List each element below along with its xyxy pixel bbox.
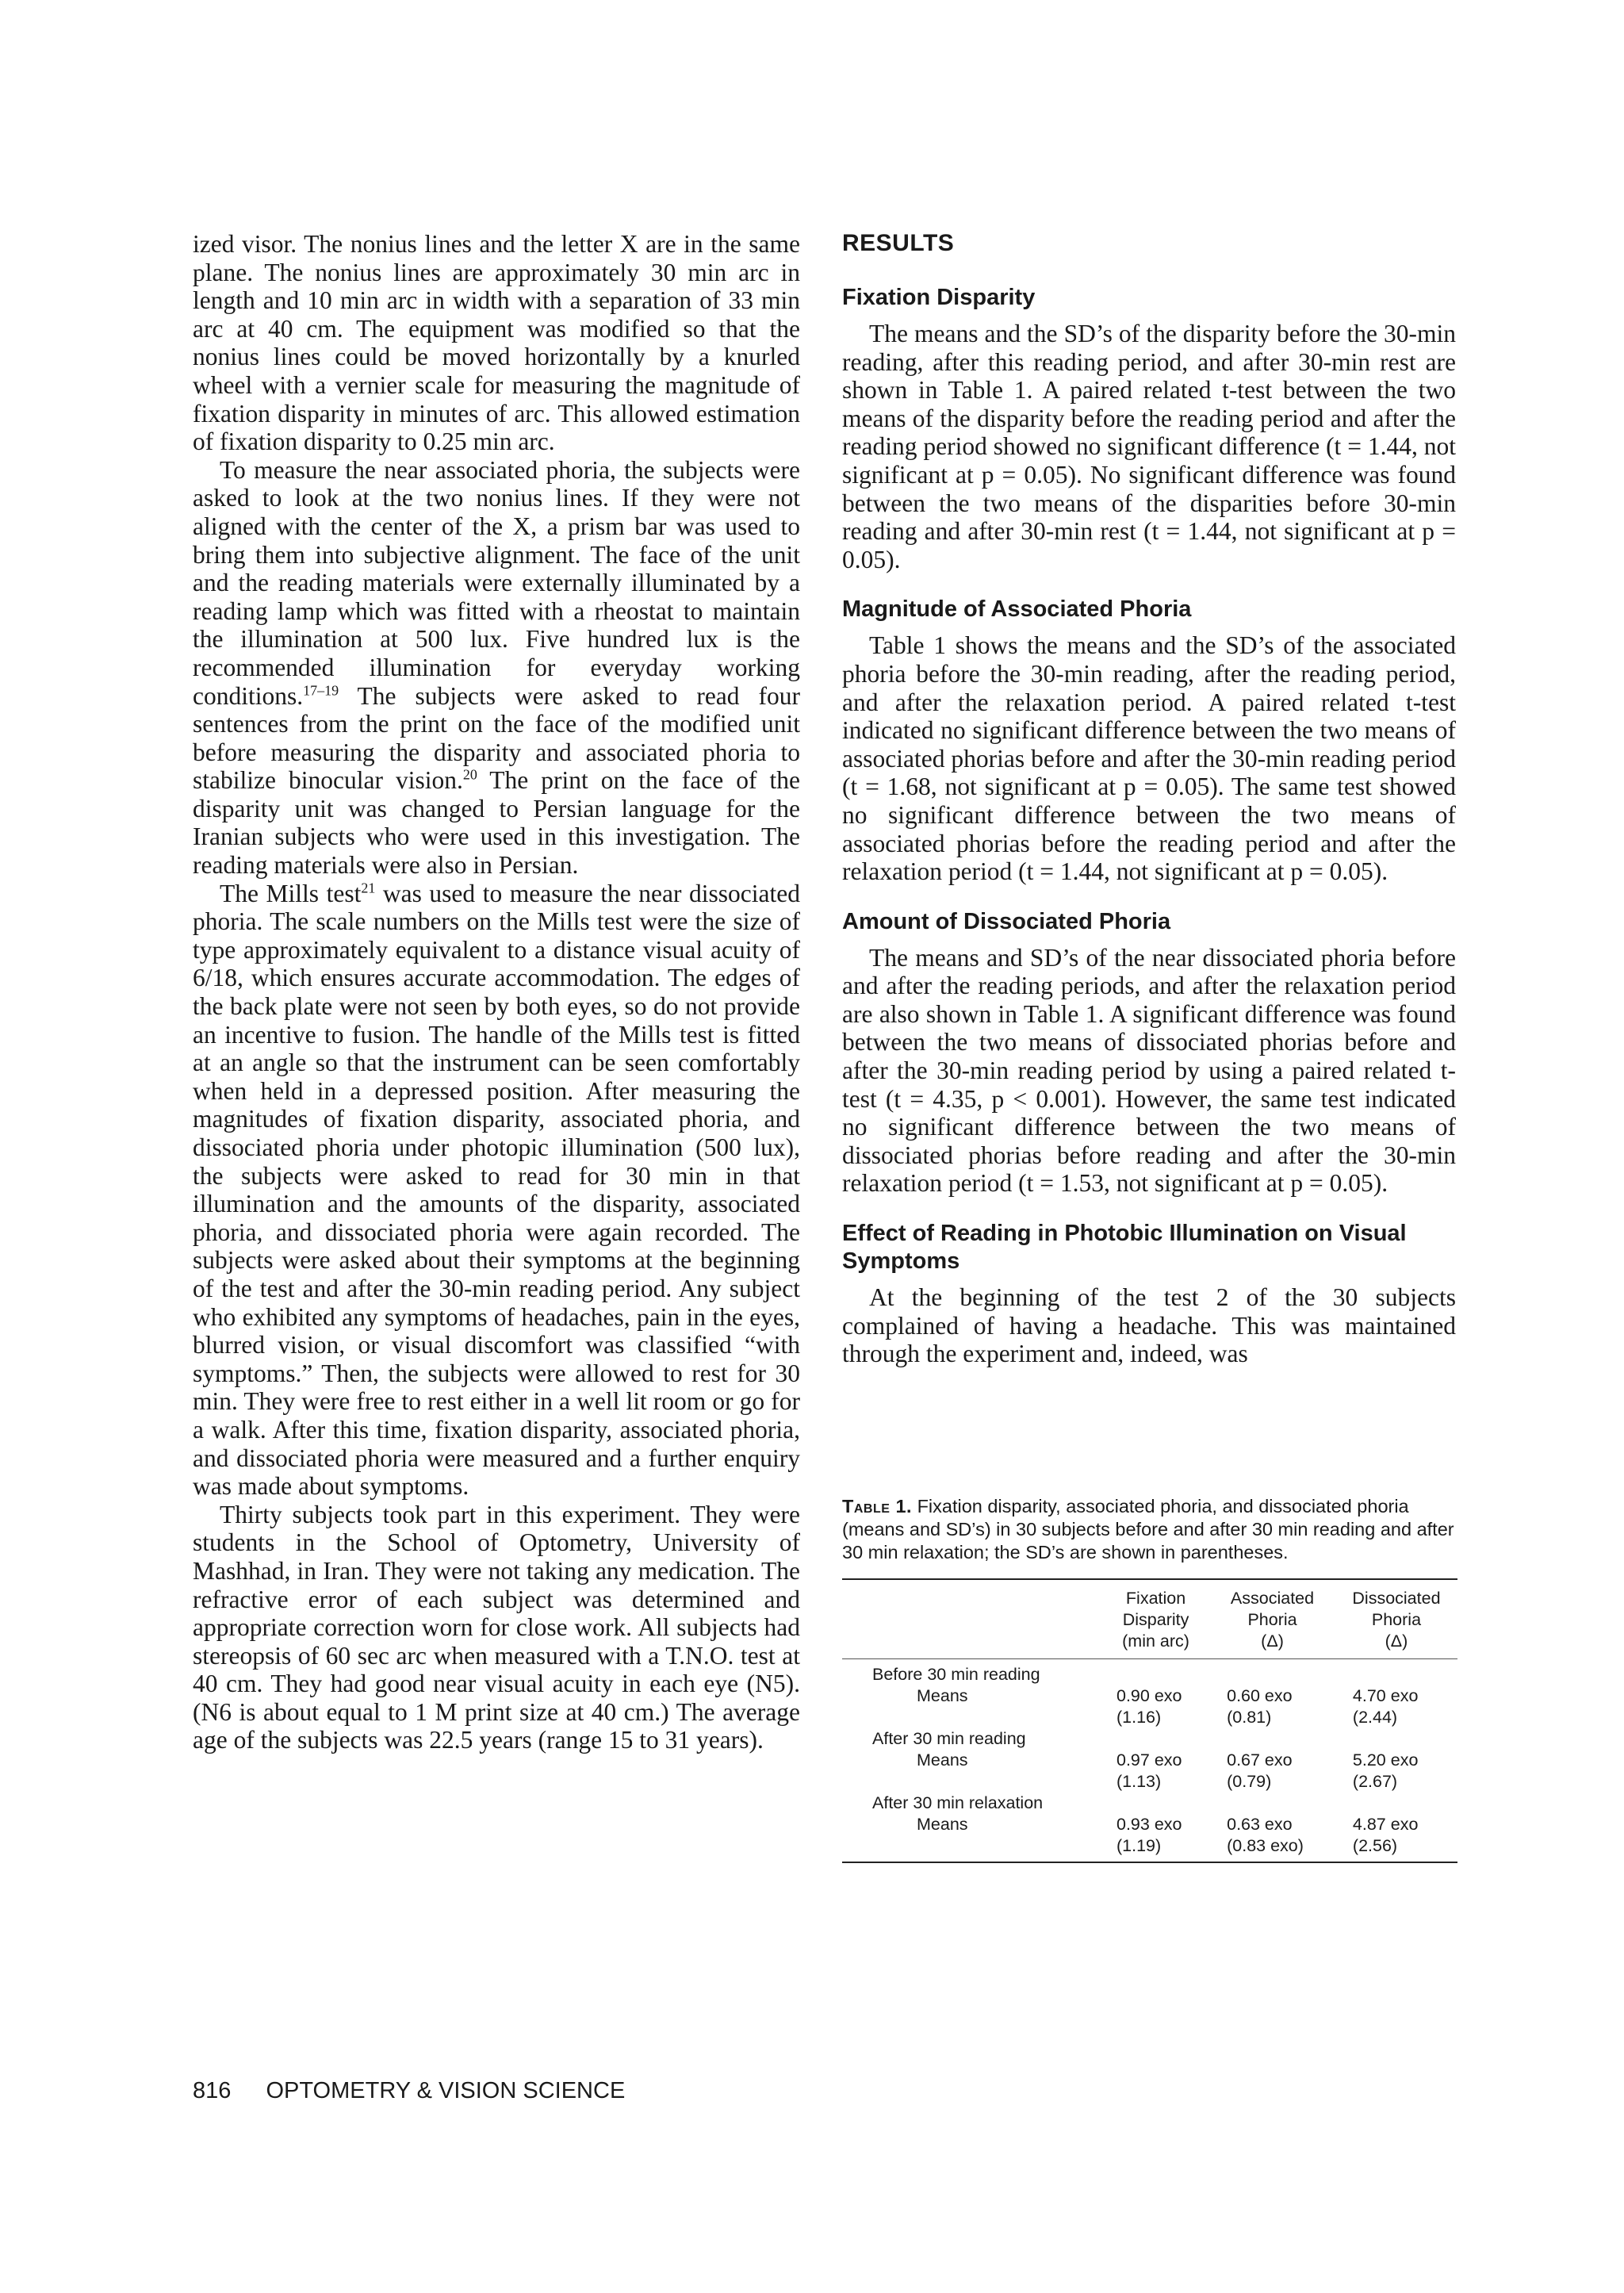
- table-header-row: [842, 1579, 1457, 1659]
- table-1: [842, 1495, 1457, 1863]
- paragraph-text: The subjects were asked to read four sentences from the print on the face of the modified unit before measuring the disparity and associated phoria to stabilize binocular vision.: [193, 681, 800, 795]
- citation: 20: [462, 766, 477, 783]
- group-label: Before 30 min reading: [842, 1659, 1457, 1686]
- paragraph-text: The print on the face of the disparity unit was changed to Persian language for the Iranian subjects who were used in this investigation. The reading materials were also in Persian.: [193, 766, 800, 880]
- cell-mean: 0.90 exo: [1116, 1686, 1182, 1705]
- row-label: Means: [917, 1815, 968, 1834]
- header-stub: [842, 1579, 1102, 1659]
- left-column: [193, 230, 800, 1754]
- paragraph-text: To measure the near associated phoria, the subjects were asked to look at the two nonius lines. If they were not aligned with the center of the X, a prism bar was used to bring them into subjective alignment. The face of the unit and the reading materials were externally illuminated by a reading lamp which was fitted with a rheostat to maintain the illumination at 500 lux. Five hundred lux is the recommended illumination for everyday working conditions.: [193, 455, 800, 710]
- subheading-fixation-disparity: Fixation Disparity: [842, 285, 1036, 310]
- row-label-empty: [842, 1835, 1102, 1862]
- paragraph-visual-symptoms: At the beginning of the test 2 of the 30 subjects complained of having a headache. This was maintained through the experiment and, indeed, was: [842, 1283, 1456, 1368]
- paragraph-fixation-disparity: The means and the SD’s of the disparity before the 30-min reading, after this reading period, and after 30-min rest are shown in Table 1. A paired related t-test between the two means of the disparity before the reading period and after the reading period showed no significant difference (t = 1.44, not significant at p = 0.05). No significant difference was found between the two means of the disparities before 30-min reading and after 30-min rest (t = 1.44, not significant at p = 0.05).: [842, 320, 1456, 573]
- data-table: [842, 1578, 1457, 1863]
- table-group-label-row: [842, 1659, 1457, 1686]
- paragraph-text: The Mills test: [220, 879, 362, 907]
- cell-sd: (0.83 exo): [1209, 1835, 1335, 1862]
- paragraph-visor: ized visor. The nonius lines and the letter X are in the same plane. The nonius lines are approximately 30 min arc in length and 10 min arc in width with a separation of 33 min arc at 40 cm. The equipment was modified so that the nonius lines could be moved horizontally by a knurled wheel with a vernier scale for measuring the magnitude of fixation disparity in minutes of arc. This allowed estimation of fixation disparity to 0.25 min arc.: [193, 230, 800, 456]
- cell-mean: 0.63 exo: [1227, 1815, 1293, 1834]
- cell-sd: (2.56): [1335, 1835, 1457, 1862]
- table-caption-text: Fixation disparity, associated phoria, and dissociated phoria (means and SD’s) in 30 subjects before and after 30 min reading and after 30 min relaxation; the SD’s are shown in parentheses.: [842, 1496, 1454, 1563]
- header-fixation-disparity: Fixation Disparity (min arc): [1102, 1579, 1209, 1659]
- table-row: [842, 1707, 1457, 1728]
- table-group-label-row: [842, 1728, 1457, 1750]
- cell-sd: (1.16): [1116, 1708, 1162, 1727]
- table-row: [842, 1750, 1457, 1771]
- cell-mean: 0.60 exo: [1227, 1686, 1293, 1705]
- header-dissociated-phoria: Dissociated Phoria (Δ): [1335, 1579, 1457, 1659]
- cell-sd: (0.79): [1227, 1772, 1272, 1791]
- cell-mean: 0.97 exo: [1116, 1750, 1182, 1770]
- row-label-empty: [842, 1707, 1102, 1728]
- paragraph-mills-test: [193, 880, 800, 1501]
- page-number: 816: [193, 2078, 232, 2103]
- table-row: [842, 1685, 1457, 1707]
- row-label: Means: [917, 1750, 968, 1770]
- table-row: [842, 1814, 1457, 1835]
- cell-sd: (1.13): [1116, 1772, 1162, 1791]
- paragraph-text: was used to measure the near dissociated phoria. The scale numbers on the Mills test were the size of type approximately equivalent to a distance visual acuity of 6/18, which ensures accurate accommodation. The edges of the back plate were not seen by both eyes, so do not provide an incentive to fusion. The handle of the Mills test is fitted at an angle so that the instrument can be seen comfortably when held in a depressed position. After measuring the magnitudes of fixation disparity, associated phoria, and dissociated phoria under photopic illumination (500 lux), the subjects were asked to read for 30 min in that illumination and the amounts of the disparity, associated phoria, and dissociated phoria were again recorded. The subjects were asked about their symptoms at the beginning of the test and after the 30-min reading period. Any subject who exhibited any symptoms of headaches, pain in the eyes, blurred vision, or visual discomfort was classified “with symptoms.” Then, the subjects were allowed to rest for 30 min. They were free to rest either in a well lit room or go for a walk. After this time, fixation disparity, associated phoria, and dissociated phoria were measured and a further enquiry was made about symptoms.: [193, 879, 800, 1501]
- table-label: Table 1.: [842, 1496, 913, 1517]
- cell-sd: (0.81): [1227, 1708, 1272, 1727]
- cell-sd: (2.67): [1352, 1772, 1398, 1791]
- cell-sd: (1.19): [1102, 1835, 1209, 1862]
- citation: 17–19: [303, 682, 339, 698]
- paragraph-subjects: Thirty subjects took part in this experiment. They were students in the School of Optometry, University of Mashhad, in Iran. They were not taking any medication. The refractive error of each subject was determined and appropriate correction worn for close work. All subjects had stereopsis of 60 sec arc when measured with a T.N.O. test at 40 cm. They had good near visual acuity in each eye (N5). (N6 is about equal to 1 M print size at 40 cm.) The average age of the subjects was 22.5 years (range 15 to 31 years).: [193, 1500, 800, 1754]
- cell-mean: 4.70 exo: [1352, 1686, 1419, 1705]
- journal-name: OPTOMETRY & VISION SCIENCE: [266, 2078, 626, 2103]
- paragraph-dissociated-phoria: The means and SD’s of the near dissociated phoria before and after the reading periods, and after the relaxation period are also shown in Table 1. A significant difference was found between the two means of dissociated phorias before and after the 30-min reading period by using a paired related t-test (t = 4.35, p < 0.001). However, the same test indicated no significant difference between the two means of dissociated phorias before reading and after the 30-min relaxation period (t = 1.53, not significant at p = 0.05).: [842, 943, 1456, 1198]
- right-column: [842, 230, 1456, 1368]
- cell-mean: 0.67 exo: [1227, 1750, 1293, 1770]
- group-label: After 30 min relaxation: [872, 1793, 1044, 1812]
- table-row: [842, 1835, 1457, 1862]
- subheading-visual-symptoms: Effect of Reading in Photobic Illumination on Visual Symptoms: [842, 1221, 1407, 1275]
- header-associated-phoria: Associated Phoria (Δ): [1209, 1579, 1335, 1659]
- subheading-associated-phoria: Magnitude of Associated Phoria: [842, 596, 1192, 623]
- cell-mean: 0.93 exo: [1116, 1815, 1182, 1834]
- paragraph-associated-phoria-method: [193, 456, 800, 880]
- group-label: After 30 min reading: [872, 1729, 1026, 1748]
- table-group-label-row: [842, 1793, 1457, 1814]
- subheading-dissociated-phoria: Amount of Dissociated Phoria: [842, 908, 1171, 934]
- row-label-empty: [842, 1771, 1102, 1793]
- section-title: RESULTS: [842, 230, 955, 256]
- cell-mean: 5.20 exo: [1352, 1750, 1419, 1770]
- paragraph-associated-phoria: Table 1 shows the means and the SD’s of the associated phoria before the 30-min reading, after the reading period, and after the relaxation period. A paired related t-test indicated no significant difference between the two means of associated phorias before and after the 30-min reading period (t = 1.68, not significant at p = 0.05). The same test showed no significant difference between the two means of associated phorias before the reading period and after the relaxation period (t = 1.44, not significant at p = 0.05).: [842, 631, 1456, 886]
- row-label: Means: [917, 1686, 968, 1705]
- citation: 21: [361, 880, 376, 896]
- cell-mean: 4.87 exo: [1352, 1815, 1419, 1834]
- page-footer: [193, 2078, 625, 2104]
- table-caption: [842, 1495, 1457, 1564]
- cell-sd: (2.44): [1352, 1708, 1398, 1727]
- table-row: [842, 1771, 1457, 1793]
